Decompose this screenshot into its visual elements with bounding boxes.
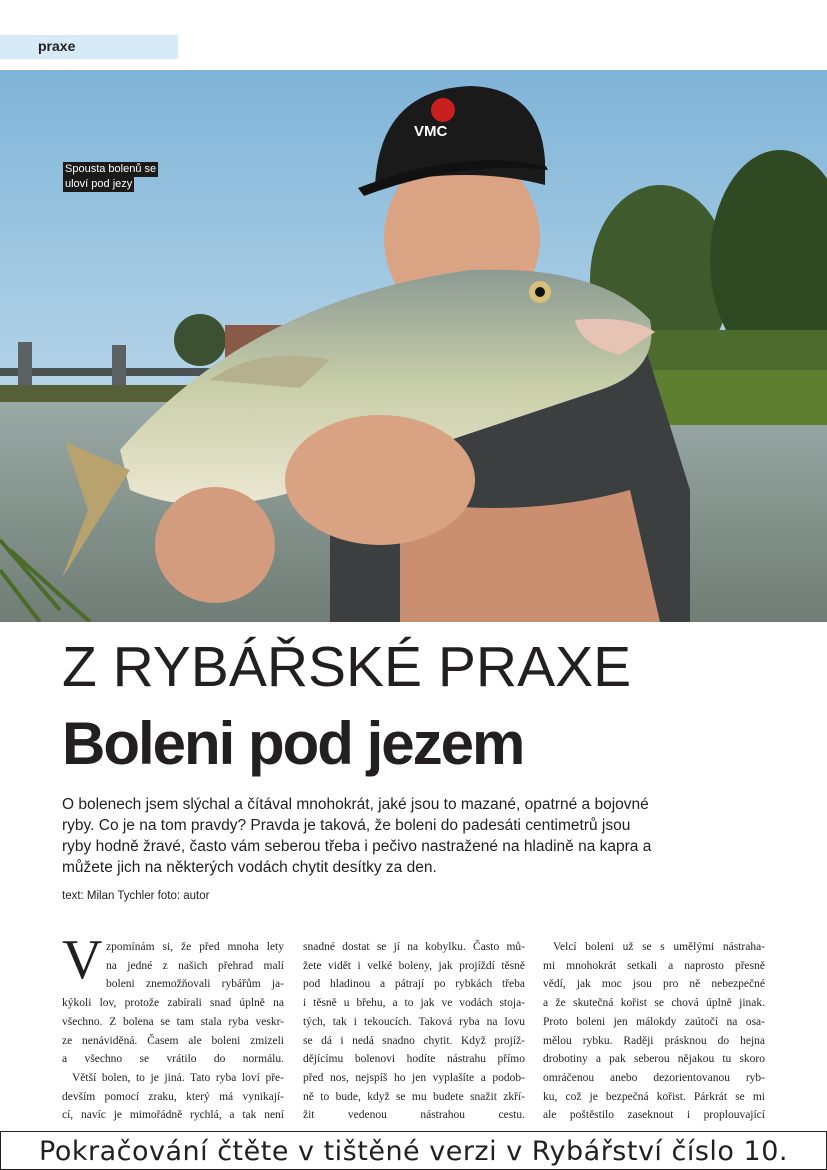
column-line: všechno. Z bolena se tam stala ryba veskr-	[62, 1015, 284, 1028]
author-credit: text: Milan Tychler foto: autor	[62, 890, 210, 902]
column-line: na jedné z našich přehrad malí	[106, 959, 284, 972]
column-line: a že skutečná kořist se chová úplně jinak.	[543, 997, 765, 1010]
column-line: omráčenou anebo dezorientovanou ryb-	[543, 1071, 765, 1084]
text-column-2	[303, 938, 525, 1125]
column-line: ze nenáviděná. Časem ale boleni zmizeli	[62, 1034, 284, 1047]
section-tab	[0, 35, 178, 59]
column-line: Větší bolen, to je jiná. Tato ryba loví pře-	[72, 1071, 284, 1084]
article-lead: O bolenech jsem slýchal a čítával mnohokrát, jaké jsou to mazané, opatrné a bojovné ryby. Co je na tom pravdy? Pravda je taková, že boleni do padesáti centimetrů jsou ryby hodně žravé, často vám seberou třeba i pečivo nastražené na hladině na kapra a můžete jich na některých vodách chytit desítky za den.	[62, 796, 652, 876]
column-line: mělou rybku. Raději prásknou do hejna	[543, 1034, 765, 1047]
column-line: tých, tak i tekoucích. Taková ryba na lovu	[303, 1015, 525, 1028]
column-line: před nos, nejspíš ho jen vyplašíte a podob-	[303, 1071, 525, 1084]
column-line: devším pomocí zraku, který má vynikají-	[62, 1090, 284, 1103]
photo-caption-line: Spousta bolenů se	[65, 163, 157, 175]
photo-caption-line: uloví pod jezy	[65, 178, 133, 190]
column-line: cí, navíc je mimořádně rychlá, a tak není	[62, 1109, 284, 1122]
column-line: ale poštěstilo zaseknout i proplouvající	[543, 1109, 765, 1122]
column-line: boleni znemožňovali rybářům ja-	[106, 978, 284, 991]
text-column-3	[543, 938, 765, 1125]
column-line: dějícímu bolenovi hodíte nástrahu přímo	[303, 1053, 525, 1066]
column-line: zpomínám si, že před mnoha lety	[106, 941, 284, 953]
column-line: vědí, jak moc jsou pro ně nebezpečné	[543, 978, 765, 991]
photo-caption	[63, 162, 158, 192]
angler-with-fish-image	[0, 70, 827, 622]
column-line: kýkoli lov, protože zabírali snad úplně na	[62, 997, 284, 1010]
column-line: mi mnohokrát setkali a naprosto přesně	[543, 959, 765, 972]
column-line: se dá i nedá snadno chytit. Když projíž-	[303, 1034, 525, 1047]
column-line: žit vedenou nástrahou cestu.	[303, 1109, 525, 1122]
cap-logo: VMC	[414, 123, 448, 140]
column-line: a všechno se vrátilo do normálu.	[62, 1053, 284, 1066]
continuation-banner	[0, 1131, 827, 1170]
column-line: ku, což je bezpečná kořist. Párkrát se mi	[543, 1090, 765, 1103]
column-line: snadné dostat se jí na kobylku. Často mů-	[303, 941, 525, 953]
column-line: drobotiny a pak seberou nějakou tu skoro	[543, 1053, 765, 1066]
article-headline: Boleni pod jezem	[62, 710, 524, 777]
section-label: praxe	[38, 38, 76, 54]
column-line: Velcí boleni už se s umělými nástraha-	[553, 941, 765, 953]
drop-cap: V	[62, 929, 103, 991]
article-kicker: Z RYBÁŘSKÉ PRAXE	[62, 635, 632, 699]
continuation-text: Pokračování čtěte v tištěné verzi v Rybářství číslo 10.	[39, 1136, 788, 1167]
column-line: pod hladinou a pátrají po rybkách třeba	[303, 978, 525, 991]
column-line: Proto boleni jen málokdy zaútočí na osa-	[543, 1015, 765, 1028]
text-column-1	[62, 938, 284, 1125]
column-line: i těsně u břehu, a to jak ve vodách stoja-	[303, 997, 525, 1010]
hero-photo	[0, 70, 827, 622]
column-line: žete vidět i velké boleny, jak projíždí těsně	[303, 959, 525, 972]
column-line: ně to bude, když se mu budete snažit zkří-	[303, 1090, 525, 1103]
